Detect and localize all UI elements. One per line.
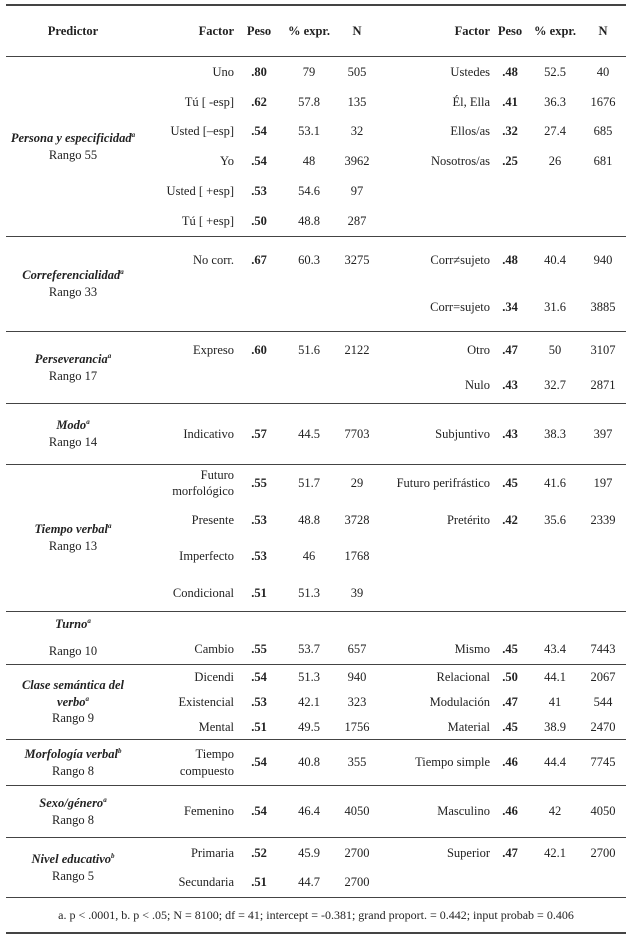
left-n-cell: 4050 — [344, 804, 370, 819]
header-predictor: Predictor — [47, 23, 99, 38]
right-peso-cell: .47 — [502, 694, 518, 709]
predictor-group — [6, 665, 626, 740]
left-factor-cell: Expreso — [193, 342, 234, 357]
predictor-name — [6, 795, 140, 812]
right-pct-expr-cell: 42 — [548, 804, 562, 819]
right-peso-cell: .45 — [502, 719, 518, 734]
right-peso-cell: .46 — [502, 804, 518, 819]
header-peso: Peso — [246, 23, 272, 38]
predictor-range: Rango 33 — [48, 285, 98, 299]
predictor-cell — [6, 740, 140, 785]
left-n-cell: 2700 — [344, 845, 370, 860]
predictor-cell — [6, 465, 140, 611]
left-n-cell: 657 — [347, 641, 367, 656]
left-pct-expr-cell: 53.7 — [298, 641, 320, 656]
left-peso-cell: .60 — [251, 342, 267, 357]
left-pct-expr-cell: 53.1 — [298, 124, 320, 139]
right-factor-cell: Él, Ella — [452, 94, 490, 109]
predictor-range: Rango 8 — [51, 812, 94, 827]
predictor-label: Persona y especificidad — [10, 130, 132, 145]
table-row — [140, 538, 626, 575]
predictor-name — [6, 521, 140, 538]
predictor-label: Tiempo verbal — [34, 522, 108, 537]
right-factor-cell: Ellos/as — [450, 124, 490, 139]
right-pct-expr-cell: 42.1 — [544, 845, 566, 860]
significance-marker: a — [120, 267, 124, 276]
right-pct-expr-cell: 44.4 — [544, 755, 566, 770]
left-pct-expr-cell: 51.7 — [298, 476, 320, 491]
table-row — [140, 368, 626, 404]
right-peso-cell: .46 — [502, 755, 518, 770]
left-peso-cell: .54 — [251, 804, 267, 819]
table-row — [140, 176, 626, 206]
left-n-cell: 1768 — [344, 549, 370, 564]
right-n-cell: 681 — [593, 154, 613, 169]
right-pct-expr-cell: 41 — [548, 694, 562, 709]
predictor-cell — [6, 786, 140, 837]
predictor-label: Sexo/género — [39, 795, 104, 810]
left-n-cell: 39 — [350, 585, 364, 600]
table-row — [140, 690, 626, 715]
predictor-range: Rango 14 — [48, 435, 98, 449]
left-factor-cell: Tiempo compuesto — [179, 747, 234, 778]
left-pct-expr-cell: 48 — [302, 154, 316, 169]
predictor-name — [6, 417, 140, 434]
predictor-name — [6, 351, 140, 368]
right-factor-cell: Subjuntivo — [435, 426, 490, 441]
right-factor-cell: Modulación — [429, 694, 490, 709]
right-factor-cell: Mismo — [454, 641, 490, 656]
left-n-cell: 505 — [347, 64, 367, 79]
right-peso-cell: .43 — [502, 378, 518, 393]
right-n-cell: 40 — [596, 64, 610, 79]
table-row — [140, 237, 626, 284]
table-row — [140, 332, 626, 368]
factor-rows — [140, 332, 626, 403]
factor-rows — [140, 237, 626, 331]
right-pct-expr-cell: 40.4 — [544, 253, 566, 268]
left-peso-cell: .67 — [251, 253, 267, 268]
header-n: N — [352, 23, 362, 38]
left-factor-cell: Yo — [219, 154, 234, 169]
predictor-group — [6, 237, 626, 332]
left-peso-cell: .54 — [251, 124, 267, 139]
predictor-name — [6, 746, 140, 763]
left-n-cell: 3962 — [344, 154, 370, 169]
predictor-name — [6, 851, 140, 868]
left-n-cell: 3728 — [344, 512, 370, 527]
predictor-label: Perseverancia — [34, 351, 108, 366]
left-n-cell: 355 — [347, 755, 367, 770]
factor-rows — [140, 404, 626, 464]
table-row — [140, 502, 626, 539]
right-factor-cell: Relacional — [436, 670, 490, 685]
right-n-cell: 685 — [593, 124, 613, 139]
table-row — [140, 206, 626, 236]
left-pct-expr-cell: 51.6 — [298, 342, 320, 357]
header-n-2: N — [598, 23, 608, 38]
significance-marker: a — [87, 616, 91, 625]
predictor-cell — [6, 838, 140, 897]
significance-marker: b — [117, 746, 122, 755]
left-peso-cell: .51 — [251, 875, 267, 890]
right-pct-expr-cell: 26 — [548, 154, 562, 169]
right-peso-cell: .48 — [502, 64, 518, 79]
predictor-cell — [6, 665, 140, 739]
left-n-cell: 1756 — [344, 719, 370, 734]
left-factor-cell: Imperfecto — [179, 549, 234, 564]
left-peso-cell: .53 — [251, 184, 267, 199]
left-factor-cell: Femenino — [184, 804, 234, 819]
right-peso-cell: .48 — [502, 253, 518, 268]
predictor-group — [6, 465, 626, 612]
right-n-cell: 544 — [593, 694, 613, 709]
left-peso-cell: .80 — [251, 64, 267, 79]
left-factor-cell: Futuro morfológico — [172, 468, 234, 499]
right-factor-cell: Corr=sujeto — [430, 300, 490, 315]
left-factor-cell: Uno — [212, 64, 234, 79]
right-peso-cell: .42 — [502, 512, 518, 527]
significance-marker: a — [107, 351, 112, 360]
predictor-range: Rango 17 — [48, 368, 98, 383]
left-pct-expr-cell: 46.4 — [298, 804, 320, 819]
right-peso-cell: .47 — [502, 342, 518, 357]
right-factor-cell: Nulo — [465, 378, 490, 393]
predictor-label: Nivel educativo — [31, 851, 111, 866]
left-pct-expr-cell: 57.8 — [298, 94, 320, 109]
right-n-cell: 3885 — [590, 300, 616, 315]
predictor-cell — [6, 57, 140, 236]
predictor-group — [6, 404, 626, 465]
significance-marker: a — [107, 521, 112, 530]
header-peso-2: Peso — [497, 23, 523, 38]
left-pct-expr-cell: 49.5 — [298, 719, 320, 734]
right-n-cell: 7443 — [590, 641, 616, 656]
predictor-cell — [6, 404, 140, 464]
significance-marker: a — [103, 795, 107, 804]
right-factor-cell: Nosotros/as — [430, 154, 490, 169]
significance-marker: a — [85, 694, 89, 703]
predictor-label: Clase semántica del verbo — [21, 677, 125, 709]
predictor-range: Rango 5 — [51, 868, 94, 883]
left-factor-cell: No corr. — [193, 253, 234, 268]
left-factor-cell: Tú [ -esp] — [184, 94, 234, 109]
right-n-cell: 197 — [593, 476, 613, 491]
left-n-cell: 287 — [347, 213, 367, 228]
right-n-cell: 4050 — [590, 804, 616, 819]
predictor-group — [6, 786, 626, 838]
factor-rows — [140, 665, 626, 739]
predictor-range: Rango 10 — [48, 644, 98, 659]
left-peso-cell: .52 — [251, 845, 267, 860]
predictor-cell — [6, 237, 140, 331]
predictor-group — [6, 57, 626, 237]
right-pct-expr-cell: 41.6 — [544, 476, 566, 491]
left-pct-expr-cell: 54.6 — [298, 184, 320, 199]
factor-rows — [140, 612, 626, 664]
left-pct-expr-cell: 48.8 — [298, 213, 320, 228]
right-pct-expr-cell: 38.9 — [544, 719, 566, 734]
predictor-name — [6, 616, 140, 633]
left-factor-cell: Presente — [191, 512, 234, 527]
table-footnote: a. p < .0001, b. p < .05; N = 8100; df = 41; intercept = -0.381; grand proport. = 0.442; input probab = 0.406 — [6, 898, 626, 934]
right-pct-expr-cell: 27.4 — [544, 124, 566, 139]
left-n-cell: 323 — [347, 694, 367, 709]
left-peso-cell: .54 — [251, 154, 267, 169]
left-pct-expr-cell: 44.7 — [298, 875, 320, 890]
left-factor-cell: Primaria — [190, 845, 234, 860]
right-pct-expr-cell: 50 — [548, 342, 562, 357]
left-peso-cell: .53 — [251, 512, 267, 527]
left-pct-expr-cell: 51.3 — [298, 670, 320, 685]
right-n-cell: 940 — [593, 253, 613, 268]
right-peso-cell: .43 — [502, 426, 518, 441]
table-row — [140, 740, 626, 785]
right-peso-cell: .50 — [502, 670, 518, 685]
right-n-cell: 7745 — [590, 755, 616, 770]
left-n-cell: 2700 — [344, 875, 370, 890]
left-peso-cell: .51 — [251, 585, 267, 600]
table-body — [6, 57, 626, 898]
right-pct-expr-cell: 38.3 — [544, 426, 566, 441]
left-peso-cell: .53 — [251, 549, 267, 564]
predictor-group — [6, 612, 626, 665]
left-factor-cell: Usted [ +esp] — [166, 184, 234, 199]
left-peso-cell: .54 — [251, 755, 267, 770]
right-factor-cell: Tiempo simple — [415, 755, 490, 770]
predictor-range: Rango 13 — [48, 539, 98, 553]
predictor-cell — [6, 612, 140, 664]
left-peso-cell: .51 — [251, 719, 267, 734]
table-row — [140, 714, 626, 739]
right-peso-cell: .41 — [502, 94, 518, 109]
left-factor-cell: Dicendi — [194, 670, 234, 685]
left-peso-cell: .54 — [251, 670, 267, 685]
left-pct-expr-cell: 51.3 — [298, 585, 320, 600]
predictor-name — [6, 677, 140, 711]
left-factor-cell: Condicional — [172, 585, 234, 600]
table-row — [140, 786, 626, 837]
predictor-group — [6, 332, 626, 404]
left-n-cell: 3275 — [344, 253, 370, 268]
right-peso-cell: .47 — [502, 845, 518, 860]
significance-marker: a — [86, 417, 90, 426]
right-pct-expr-cell: 31.6 — [544, 300, 566, 315]
table-row — [140, 57, 626, 87]
table-row — [140, 665, 626, 690]
predictor-label: Turno — [55, 617, 88, 631]
header-pct-expr: % expr. — [288, 23, 330, 38]
right-peso-cell: .45 — [502, 641, 518, 656]
right-n-cell: 3107 — [590, 342, 616, 357]
right-factor-cell: Masculino — [437, 804, 490, 819]
left-peso-cell: .55 — [251, 641, 267, 656]
left-pct-expr-cell: 48.8 — [298, 512, 320, 527]
left-n-cell: 32 — [350, 124, 364, 139]
predictor-name — [6, 130, 140, 147]
left-pct-expr-cell: 40.8 — [298, 755, 320, 770]
table-row — [140, 284, 626, 331]
factor-rows — [140, 786, 626, 837]
predictor-label: Modo — [56, 418, 87, 433]
table-row — [140, 87, 626, 117]
left-n-cell: 97 — [350, 184, 364, 199]
left-factor-cell: Existencial — [178, 694, 234, 709]
table-row — [140, 868, 626, 898]
factor-rows — [140, 465, 626, 611]
left-peso-cell: .53 — [251, 694, 267, 709]
table-row — [140, 117, 626, 147]
predictor-range: Rango 55 — [48, 147, 98, 162]
left-factor-cell: Cambio — [194, 641, 234, 656]
predictor-range: Rango 9 — [51, 711, 94, 726]
right-pct-expr-cell: 32.7 — [544, 378, 566, 393]
left-n-cell: 29 — [350, 476, 364, 491]
predictor-name — [6, 267, 140, 284]
left-n-cell: 7703 — [344, 426, 370, 441]
right-factor-cell: Otro — [467, 342, 490, 357]
right-factor-cell: Superior — [446, 845, 490, 860]
left-factor-cell: Tú [ +esp] — [181, 213, 234, 228]
table-row — [140, 634, 626, 664]
left-n-cell: 940 — [347, 670, 367, 685]
table-row — [140, 465, 626, 502]
right-factor-cell: Ustedes — [450, 64, 490, 79]
table-row — [140, 146, 626, 176]
table-row — [140, 404, 626, 464]
significance-marker: b — [111, 851, 115, 860]
factor-rows — [140, 57, 626, 236]
right-factor-cell: Material — [447, 719, 490, 734]
predictor-label: Correferencialidad — [22, 268, 121, 283]
header-pct-expr-2: % expr. — [534, 23, 576, 38]
right-pct-expr-cell: 35.6 — [544, 512, 566, 527]
right-factor-cell: Pretérito — [446, 512, 490, 527]
regression-table — [6, 4, 626, 934]
right-pct-expr-cell: 44.1 — [544, 670, 566, 685]
left-factor-cell: Indicativo — [183, 426, 234, 441]
right-peso-cell: .45 — [502, 476, 518, 491]
right-n-cell: 397 — [593, 426, 613, 441]
right-n-cell: 1676 — [590, 94, 616, 109]
predictor-group — [6, 838, 626, 898]
right-pct-expr-cell: 36.3 — [544, 94, 566, 109]
right-n-cell: 2339 — [590, 512, 616, 527]
significance-marker: a — [131, 130, 136, 139]
predictor-label: Morfología verbal — [24, 746, 118, 761]
right-pct-expr-cell: 43.4 — [544, 641, 566, 656]
right-factor-cell: Corr≠sujeto — [430, 253, 490, 268]
table-row — [140, 575, 626, 612]
right-n-cell: 2067 — [590, 670, 616, 685]
left-pct-expr-cell: 79 — [302, 64, 316, 79]
left-peso-cell: .62 — [251, 94, 267, 109]
right-pct-expr-cell: 52.5 — [544, 64, 566, 79]
right-peso-cell: .32 — [502, 124, 518, 139]
left-factor-cell: Secundaria — [178, 875, 234, 890]
right-peso-cell: .25 — [502, 154, 518, 169]
left-pct-expr-cell: 42.1 — [298, 694, 320, 709]
factor-rows — [140, 838, 626, 897]
left-peso-cell: .55 — [251, 476, 267, 491]
left-n-cell: 2122 — [344, 342, 370, 357]
table-row — [140, 838, 626, 868]
right-peso-cell: .34 — [502, 300, 518, 315]
left-pct-expr-cell: 46 — [302, 549, 316, 564]
left-factor-cell: Usted [–esp] — [170, 124, 234, 139]
factor-rows — [140, 740, 626, 785]
left-pct-expr-cell: 44.5 — [298, 426, 320, 441]
predictor-cell — [6, 332, 140, 403]
left-n-cell: 135 — [347, 94, 367, 109]
left-pct-expr-cell: 60.3 — [298, 253, 320, 268]
predictor-group — [6, 740, 626, 786]
left-factor-cell: Mental — [198, 719, 234, 734]
right-n-cell: 2700 — [590, 845, 616, 860]
header-factor-2: Factor — [454, 23, 490, 38]
right-n-cell: 2470 — [590, 719, 616, 734]
right-n-cell: 2871 — [590, 378, 616, 393]
right-factor-cell: Futuro perifrástico — [396, 476, 490, 491]
table-header — [6, 4, 626, 57]
left-pct-expr-cell: 45.9 — [298, 845, 320, 860]
predictor-range: Rango 8 — [51, 763, 94, 778]
header-factor: Factor — [198, 23, 234, 38]
left-peso-cell: .50 — [251, 213, 267, 228]
left-peso-cell: .57 — [251, 426, 267, 441]
